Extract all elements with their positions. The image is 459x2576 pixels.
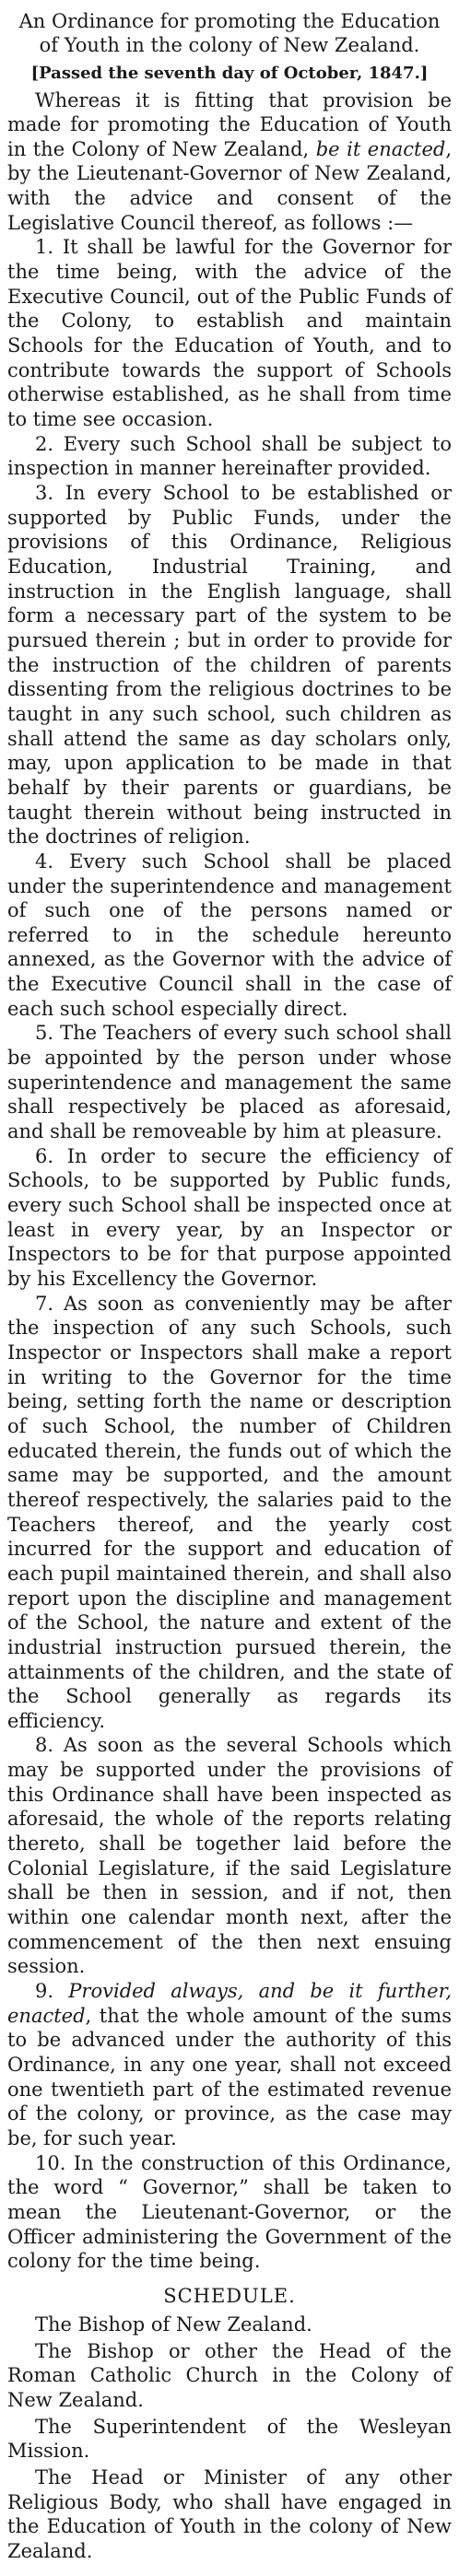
preamble-paragraph <box>7 88 452 236</box>
ordinance-title: An Ordinance for promoting the Education of Youth in the colony of New Zealand. <box>18 10 441 57</box>
section-1: 1. It shall be lawful for the Governor for the time being, with the advice of the Executive Council, out of the Public Funds of the Colony, to establish and maintain Schools for the Education of Youth, and to contribute towards the support of Schools otherwise established, as he shall from time to time see occasion. <box>7 236 452 431</box>
preamble-enacted-phrase: be it enacted <box>315 137 446 160</box>
schedule-item: The Head or Minister of any other Religious Body, who shall have engaged in the Education of Youth in the colony of New Zealand. <box>7 2465 452 2562</box>
section-2: 2. Every such School shall be subject to inspection in manner hereinafter provided. <box>7 432 452 480</box>
schedule-item: The Superintendent of the Wesleyan Mission. <box>7 2415 452 2463</box>
passed-date: [Passed the seventh day of October, 1847.] <box>30 63 429 83</box>
section-10: 10. In the construction of this Ordinance, the word “ Governor,” shall be taken to mean the Lieutenant-Governor, or the Officer administering the Government of the colony for the time being. <box>7 2151 452 2273</box>
section-6: 6. In order to secure the efficiency of Schools, to be supported by Public funds, every such School shall be inspected once at least in every year, by an Inspector or Inspectors to be for that purpose appointed by his Excellency the Governor. <box>7 1144 452 1290</box>
section-4: 4. Every such School shall be placed under the superintendence and management of such one of the persons named or referred to in the schedule hereunto annexed, as the Governor with the advice of the Executive Council shall in the case of each such school especially direct. <box>7 849 452 1020</box>
section-7: 7. As soon as conveniently may be after the inspection of any such Schools, such Inspector or Inspectors shall make a report in writing to the Governor for the time being, setting forth the name or description of such School, the number of Children educated therein, the funds out of which the same may be supported, and the amount thereof respectively, the salaries paid to the Teachers thereof, and the yearly cost incurred for the support and education of each pupil maintained therein, and shall also report upon the discipline and management of the School, the nature and extent of the industrial instruction pursued therein, the attainments of the children, and the state of the School generally as regards its efficiency. <box>7 1292 452 1732</box>
preamble-text-end: , by the Lieutenant-Governor of New Zealand, with the advice and consent of the Legislative Council thereof, as follows :— <box>7 137 452 234</box>
section-3: 3. In every School to be established or supported by Public Funds, under the provisions of this Ordinance, Religious Education, Industrial Training, and instruction in the English language, shall form a necessary part of the system to be pursued therein ; but in order to provide for the instruction of the children of parents dissenting from the religious doctrines to be taught in any such school, such children as shall attend the same as day scholars only, may, upon application to be made in that behalf by their parents or guardians, be taught therein without being instructed in the doctrines of religion. <box>7 482 452 849</box>
section-8: 8. As soon as the several Schools which may be supported under the provisions of this Ordinance shall have been inspected as aforesaid, the whole of the reports relating thereto, shall be together laid before the Colonial Legislature, if the said Legislature shall be then in session, and if not, then within one calendar month next, after the commencement of the then next ensuing session. <box>7 1734 452 1978</box>
schedule-item: The Bishop or other the Head of the Roman Catholic Church in the Colony of New Zealand. <box>7 2339 452 2411</box>
section-9-number: 9. <box>35 1980 69 2003</box>
preamble-text-start: Whereas it is fitting that provision be made for promoting the Education of Youth in the Colony of New Zealand, <box>7 88 452 160</box>
section-5: 5. The Teachers of every such school shall be appointed by the person under whose superintendence and management the same shall respectively be placed as aforesaid, and shall be removeable by him at pleasure. <box>7 1022 452 1143</box>
section-9 <box>7 1979 452 2151</box>
schedule-item: The Bishop of New Zealand. <box>35 2313 312 2336</box>
section-9-proviso: Provided always, and be it further, enacted <box>7 1980 452 2027</box>
section-9-text: , that the whole amount of the sums to be advanced under the authority of this Ordinance, in any one year, shall not exceed one twentieth part of the estimated revenue of the colony, or province, as the case may be, for such year. <box>7 2004 452 2149</box>
schedule-heading: SCHEDULE. <box>163 2284 296 2307</box>
